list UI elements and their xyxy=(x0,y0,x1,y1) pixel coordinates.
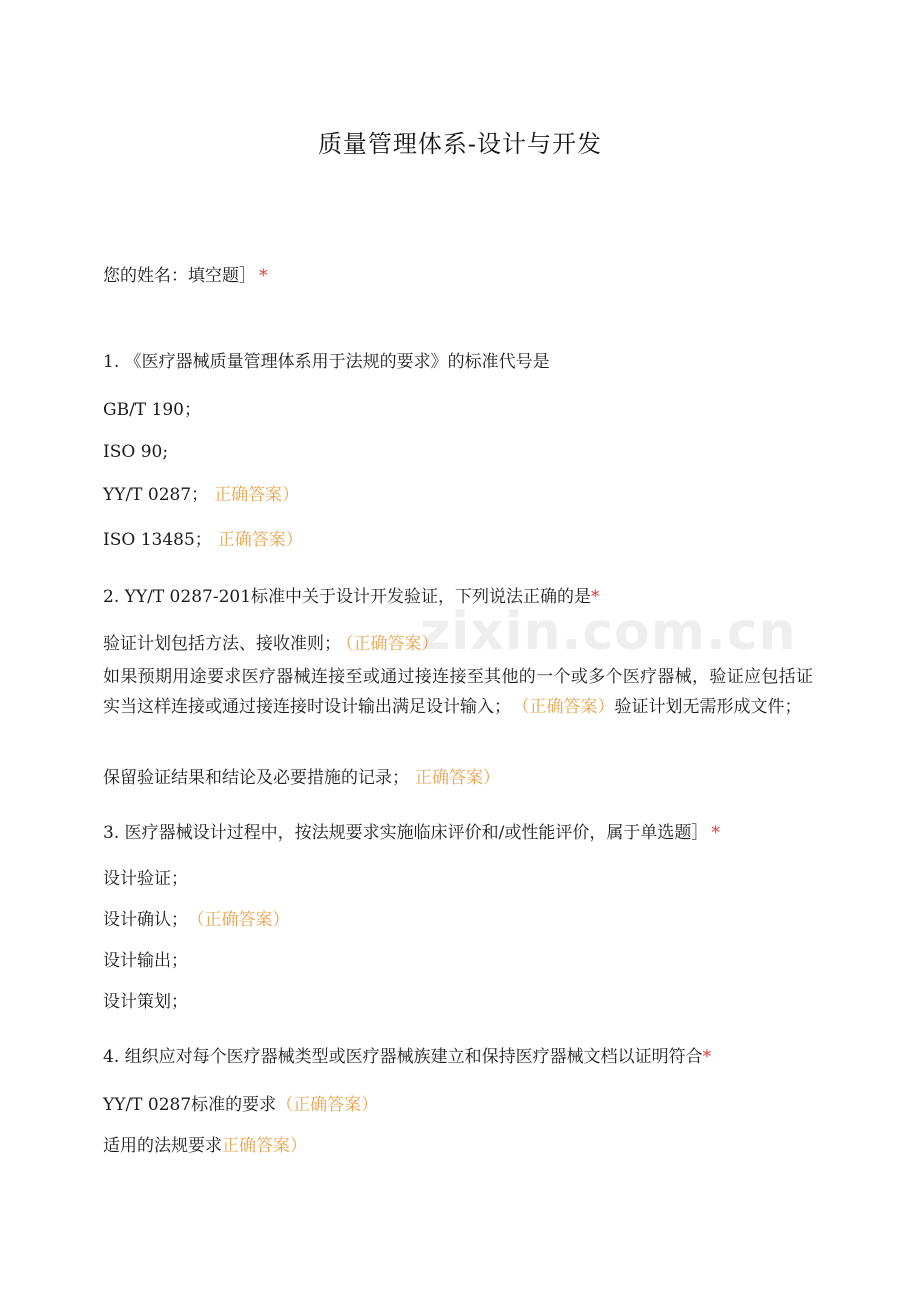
option-text: 设计验证； xyxy=(103,869,188,889)
required-mark: * xyxy=(591,587,600,607)
question-2-option-2[interactable] xyxy=(103,662,813,722)
watermark: zixin.com.cn xyxy=(420,602,797,662)
option-text: 如果预期用途要求医疗器械连接至或通过接连接至其他的一个或多个医疗器械，验证应包括证实当这样连接或通过接连接时设计输出满足设计输入； xyxy=(103,667,813,717)
option-text: 设计确认； xyxy=(103,910,188,930)
question-4 xyxy=(103,1046,711,1068)
question-3-option-1[interactable] xyxy=(103,868,188,890)
question-1-option-1[interactable] xyxy=(103,399,201,421)
option-text: 验证计划包括方法、接收准则； xyxy=(103,634,341,654)
name-field-prompt xyxy=(103,265,268,287)
required-mark: * xyxy=(259,266,268,286)
option-trailing-text: 验证计划无需形成文件； xyxy=(614,697,802,717)
correct-answer-tag: 正确答案） xyxy=(415,768,500,788)
correct-answer-tag: （正确答案） xyxy=(345,634,439,654)
question-text: YY/T 0287-201标准中关于设计开发验证，下列说法正确的是 xyxy=(124,587,592,607)
correct-answer-tag: （正确答案） xyxy=(196,910,290,930)
question-3-option-4[interactable] xyxy=(103,991,188,1013)
question-number: 4. xyxy=(103,1047,120,1067)
question-text: 《医疗器械质量管理体系用于法规的要求》的标准代号是 xyxy=(124,352,550,372)
question-text: 组织应对每个医疗器械类型或医疗器械族建立和保持医疗器械文档以证明符合 xyxy=(124,1047,703,1067)
question-4-option-1[interactable] xyxy=(103,1094,378,1116)
option-text: ISO 13485； xyxy=(103,530,212,550)
correct-answer-tag: 正确答案） xyxy=(217,530,303,550)
option-text: 设计策划； xyxy=(103,992,188,1012)
required-mark: * xyxy=(702,1047,712,1067)
correct-answer-tag: （正确答案） xyxy=(276,1095,379,1115)
name-field-label: 您的姓名：填空题］ xyxy=(103,266,256,286)
question-1 xyxy=(103,351,550,373)
question-2-option-3[interactable] xyxy=(103,767,500,789)
question-1-option-4[interactable] xyxy=(103,529,303,551)
option-text: 适用的法规要求 xyxy=(103,1136,222,1156)
correct-answer-tag: （正确答案） xyxy=(521,697,615,717)
question-text: 医疗器械设计过程中，按法规要求实施临床评价和/或性能评价，属于单选题］ xyxy=(124,823,709,843)
required-mark: * xyxy=(711,823,720,843)
question-4-option-2[interactable] xyxy=(103,1135,307,1157)
question-number: 3. xyxy=(103,823,120,843)
question-3-option-3[interactable] xyxy=(103,950,188,972)
option-text: YY/T 0287标准的要求 xyxy=(103,1095,277,1115)
question-2 xyxy=(103,586,600,608)
option-text: GB/T 190； xyxy=(103,400,201,420)
question-3-option-2[interactable] xyxy=(103,909,290,931)
option-text: YY/T 0287； xyxy=(103,485,209,505)
question-3 xyxy=(103,822,720,844)
correct-answer-tag: 正确答案） xyxy=(214,485,300,505)
page-title: 质量管理体系-设计与开发 xyxy=(317,130,603,158)
option-text: 保留验证结果和结论及必要措施的记录； xyxy=(103,768,409,788)
option-text: ISO 90; xyxy=(103,442,169,462)
option-text: 设计输出； xyxy=(103,951,188,971)
correct-answer-tag: 正确答案） xyxy=(222,1136,307,1156)
question-2-option-1[interactable] xyxy=(103,633,439,655)
question-number: 2. xyxy=(103,587,120,607)
question-number: 1. xyxy=(103,352,120,372)
question-1-option-2[interactable] xyxy=(103,441,168,463)
question-1-option-3[interactable] xyxy=(103,484,299,506)
